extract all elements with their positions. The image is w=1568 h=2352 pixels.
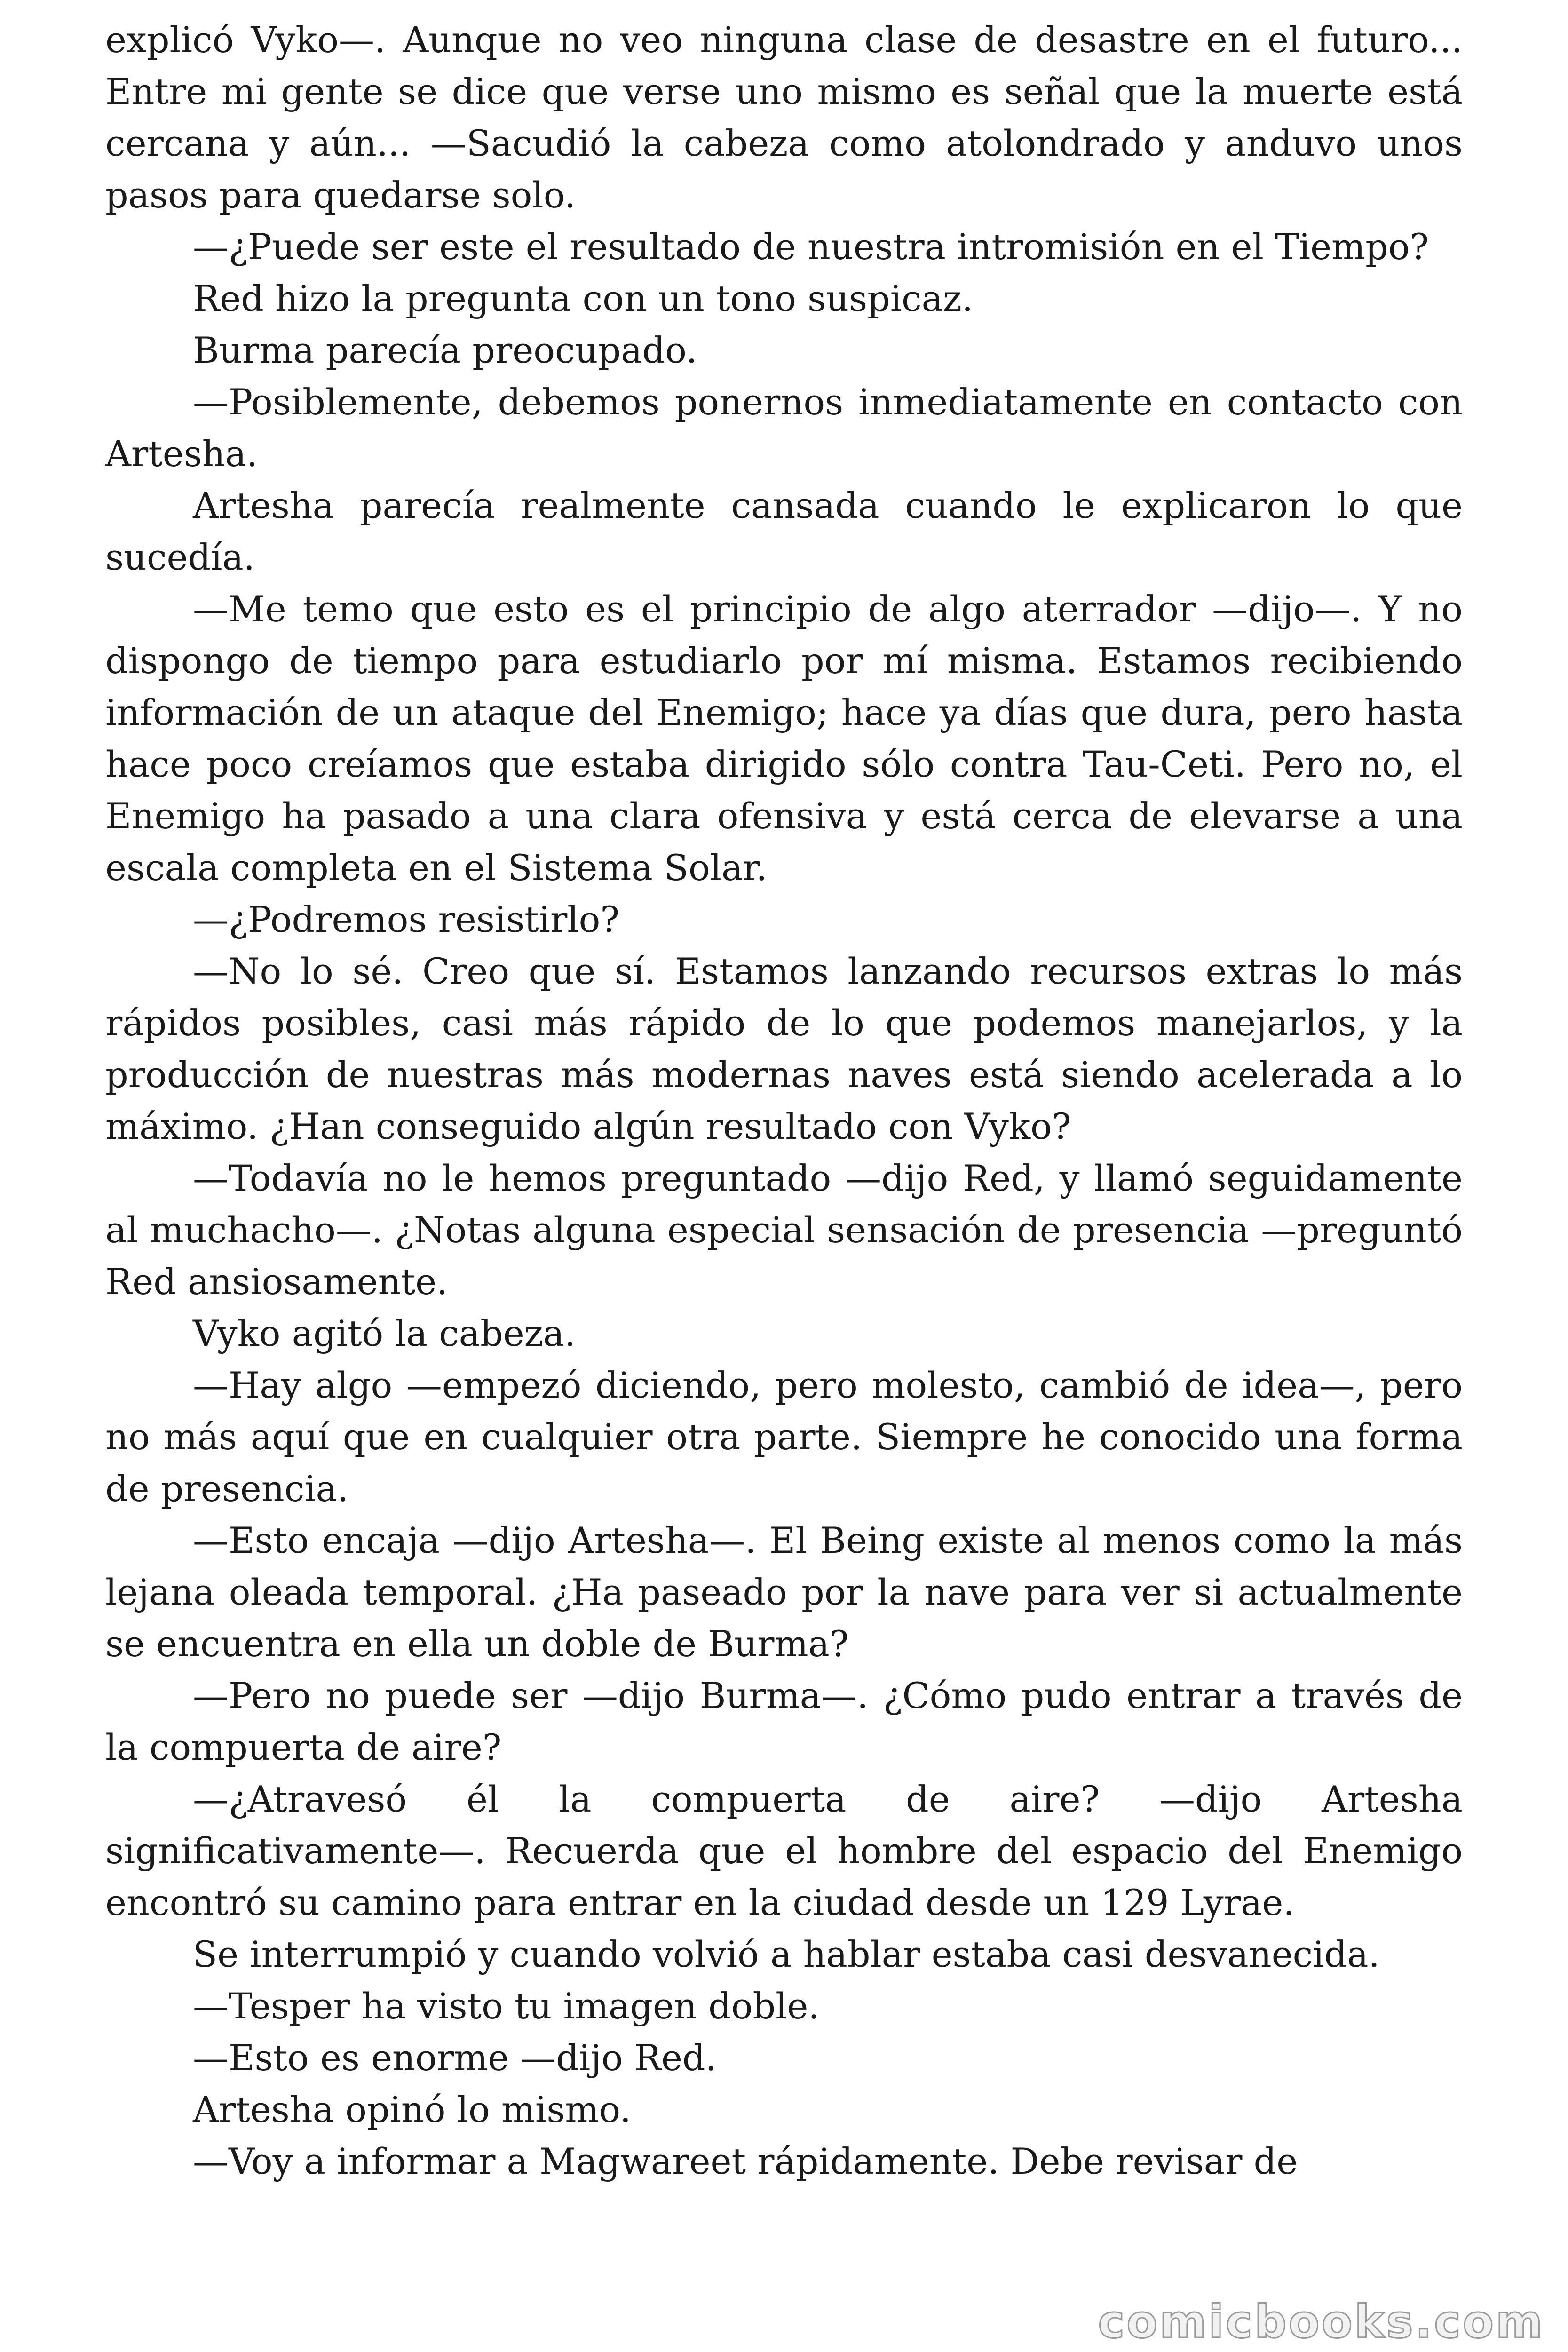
paragraph: Vyko agitó la cabeza. [193,1312,576,1354]
paragraph: Artesha opinó lo mismo. [193,2089,631,2130]
paragraph: —Pero no puede ser —dijo Burma—. ¿Cómo pudo entrar a través de la compuerta de aire? [105,1675,1463,1768]
paragraph: —Esto encaja —dijo Artesha—. El Being existe al menos como la más lejana oleada temporal. ¿Ha paseado por la nave para ver si actualmente se encuentra en ella un doble de Burma? [105,1519,1463,1665]
paragraph: —Tesper ha visto tu imagen doble. [193,1985,820,2027]
paragraph-last: —Voy a informar a Magwareet rápidamente. Debe revisar de [193,2140,1298,2182]
paragraph: —Posiblemente, debemos ponernos inmediatamente en contacto con Artesha. [105,381,1463,475]
paragraph: Se interrumpió y cuando volvió a hablar estaba casi desvanecida. [193,1933,1380,1975]
paragraph: —Me temo que esto es el principio de algo aterrador —dijo—. Y no dispongo de tiempo para estudiarlo por mí misma. Estamos recibiendo información de un ataque del Enemigo; hace ya días que dura, pero hasta hace poco creíamos que estaba dirigido sólo contra Tau-Ceti. Pero no, el Enemigo ha pasado a una clara ofensiva y está cerca de elevarse a una escala completa en el Sistema Solar. [105,588,1463,889]
paragraph: —Todavía no le hemos preguntado —dijo Red, y llamó seguidamente al muchacho—. ¿Notas alguna especial sensación de presencia —preguntó Red ansiosamente. [105,1157,1463,1303]
paragraph: —Esto es enorme —dijo Red. [193,2037,717,2079]
paragraph: —No lo sé. Creo que sí. Estamos lanzando recursos extras lo más rápidos posibles, casi más rápido de lo que podemos manejarlos, y la producción de nuestras más modernas naves está siendo acelerada a lo máximo. ¿Han conseguido algún resultado con Vyko? [105,950,1463,1147]
paragraph-continuation: explicó Vyko—. Aunque no veo ninguna clase de desastre en el futuro... Entre mi gente se dice que verse uno mismo es señal que la muerte está cercana y aún... —Sacudió la cabeza como atolondrado y anduvo unos pasos para quedarse solo. [105,19,1463,216]
paragraph: Burma parecía preocupado. [193,329,697,371]
paragraph: —¿Podremos resistirlo? [193,898,620,940]
paragraph: —Hay algo —empezó diciendo, pero molesto, cambió de idea—, pero no más aquí que en cualquier otra parte. Siempre he conocido una forma de presencia. [105,1364,1463,1510]
watermark: comicbooks.com [1098,2296,1544,2348]
page-text [105,14,1463,2187]
paragraph: Artesha parecía realmente cansada cuando le explicaron lo que sucedía. [105,485,1463,578]
paragraph: —¿Atravesó él la compuerta de aire? —dijo Artesha significativamente—. Recuerda que el hombre del espacio del Enemigo encontró su camino para entrar en la ciudad desde un 129 Lyrae. [105,1778,1463,1923]
paragraph: —¿Puede ser este el resultado de nuestra intromisión en el Tiempo? [193,226,1429,268]
paragraph: Red hizo la pregunta con un tono suspicaz. [193,278,974,319]
